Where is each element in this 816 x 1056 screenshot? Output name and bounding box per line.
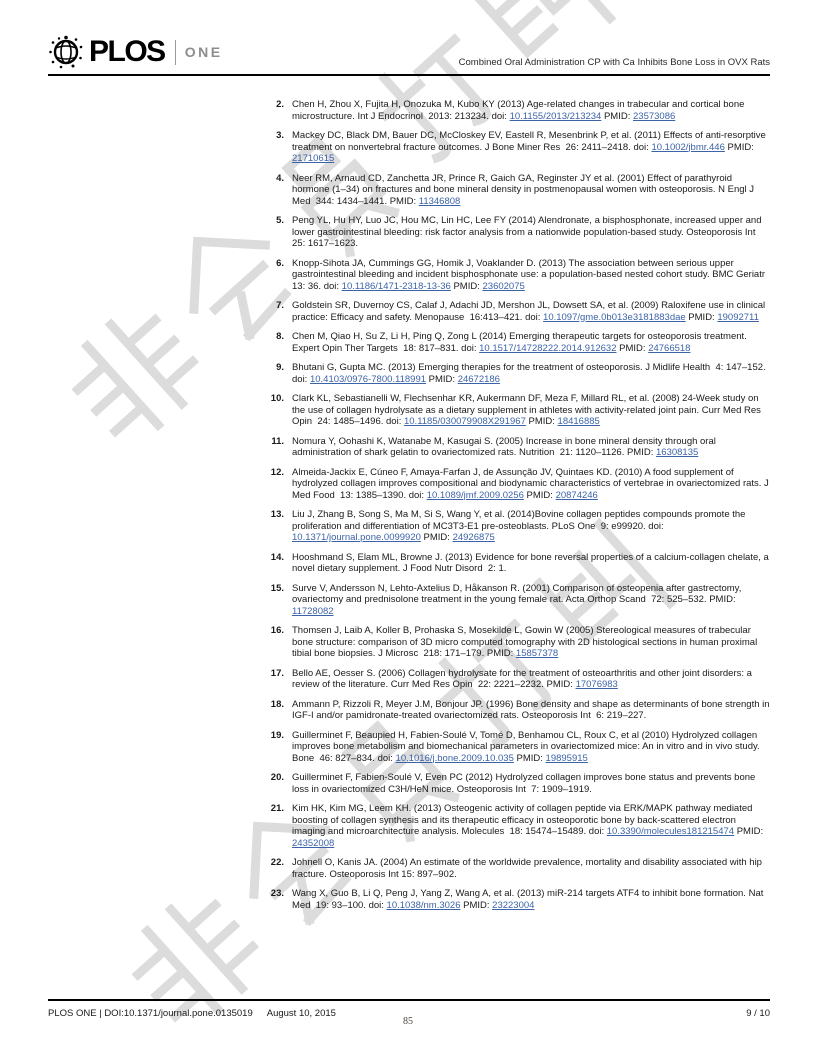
logo-one-text: ONE <box>184 44 223 60</box>
reference-number: 4. <box>276 172 284 184</box>
reference-number: 10. <box>270 393 284 404</box>
reference-item <box>254 698 773 722</box>
reference-text: Mackey DC, Black DM, Bauer DC, McCloskey EV, Eastell R, Mesenbrink P, et al. (2011) Effects of anti-resorptive treatment on nonvertebral fracture outcomes. J Bone Miner Res 26: 2411–2418. doi: 10.1002/jbmr.446 PMID: 21710615 <box>292 130 769 164</box>
reference-text: Thomsen J, Laib A, Koller B, Prohaska S, Mosekilde L, Gowin W (2005) Stereological measures of trabecular bone structure: comparison of 3D micro computed tomography with 2D histological sections in human proximal tibial bone biopsies. J Microsc 218: 171–179. PMID: 15857378 <box>292 625 760 659</box>
logo-separator <box>175 40 176 65</box>
doi-link[interactable]: 10.1186/1471-2318-13-36 <box>341 280 451 292</box>
footer-page-indicator: 9 / 10 <box>746 1008 770 1019</box>
pmid-link[interactable]: 11346808 <box>418 195 461 207</box>
reference-item <box>254 772 770 795</box>
reference-text: Hooshmand S, Elam ML, Browne J. (2013) Evidence for bone reversal properties of a calcium-collagen chelate, a novel dietary supplement. J Food Nutr Disord 2: 1. <box>292 551 772 574</box>
reference-text: Clark KL, Sebastianelli W, Flechsenhar KR, Aukermann DF, Meza F, Millard RL, et al. (2008) 24-Week study on the use of collagen hydrolysate as a dietary supplement in athletes with activity-related joint pain. Curr Med Res Opin 24: 1485–1496. doi: 10.1185/030079908X291967 PMID: 18416885 <box>292 393 764 427</box>
reference-item <box>254 99 770 122</box>
doi-link[interactable]: 10.4103/0976-7800.118991 <box>309 373 427 385</box>
reference-number: 18. <box>270 698 284 710</box>
reference-number: 2. <box>276 99 284 110</box>
print-page-number: 85 <box>403 1016 413 1027</box>
reference-number: 5. <box>276 215 284 226</box>
reference-item <box>254 130 770 165</box>
pmid-link[interactable]: 21710615 <box>292 153 335 164</box>
pmid-link[interactable]: 24672186 <box>457 373 500 385</box>
reference-text: Kim HK, Kim MG, Leem KH. (2013) Osteogenic activity of collagen peptide via ERK/MAPK pathway mediated boosting of collagen synthesis and its therapeutic efficacy in osteoporotic bone by back-scattered electron imaging and microarchitecture analysis. Molecules 18: 15474–15489. doi: 10.3390/molecules181215474 PMID: 24352008 <box>292 803 766 849</box>
reference-item <box>254 215 770 250</box>
reference-number: 20. <box>270 772 284 783</box>
reference-item <box>254 393 770 428</box>
reference-text: Guillerminet F, Beaupied H, Fabien-Soulé V, Tomé D, Benhamou CL, Roux C, et al (2010) Hydrolyzed collagen improves bone metabolism and biomechanical parameters in ovariectomized mice: An in vitro and in vivo study. Bone 46: 827–834. doi: 10.1016/j.bone.2009.10.035 PMID: 19895915 <box>292 729 763 764</box>
reference-number: 19. <box>270 729 284 741</box>
reference-text: Knopp-Sihota JA, Cummings GG, Homik J, Voaklander D. (2013) The association between serious upper gastrointestinal bleeding and incident bisphosphonate use: a population-based nested cohort study. BMC Geriatr 13: 36. doi: 10.1186/1471-2318-13-36 PMID: 23602075 <box>292 257 771 292</box>
pmid-link[interactable]: 16308135 <box>656 447 699 458</box>
reference-item <box>254 258 770 293</box>
footer-journal-doi: PLOS ONE | DOI:10.1371/journal.pone.0135019 <box>48 1008 253 1019</box>
reference-text: Goldstein SR, Duvernoy CS, Calaf J, Adachi JD, Mershon JL, Dowsett SA, et al. (2009) Raloxifene use in clinical practice: Efficacy and safety. Menopause 16:413–421. doi: 10.1097/gme.0b013e3181883dae PMID: 19092711 <box>292 300 768 323</box>
doi-link[interactable]: 10.1016/j.bone.2009.10.035 <box>395 752 514 764</box>
reference-text: Bhutani G, Gupta MC. (2013) Emerging therapies for the treatment of osteoporosis. J Midlife Health 4: 147–152. doi: 10.4103/0976-7800.118991 PMID: 24672186 <box>292 362 769 385</box>
pmid-link[interactable]: 17076983 <box>575 679 618 690</box>
doi-link[interactable]: 10.1185/030079908X291967 <box>403 416 526 427</box>
reference-item <box>254 857 770 880</box>
reference-number: 16. <box>270 625 284 636</box>
reference-item <box>254 803 770 849</box>
reference-text: Peng YL, Hu HY, Luo JC, Hou MC, Lin HC, Lee FY (2014) Alendronate, a bisphosphonate, increased upper and lower gastrointestinal bleeding: risk factor analysis from a nationwide population-based study. Osteoporosis Int 25: 1617–1623. <box>292 215 765 249</box>
reference-text: Neer RM, Arnaud CD, Zanchetta JR, Prince R, Gaich GA, Reginster JY et al. (2001) Effect of parathyroid hormone (1–34) on fractures and bone mineral density in postmenopausal women with osteoporosis. N Engl J Med 344: 1434–1441. PMID: 11346808 <box>292 172 757 207</box>
pmid-link[interactable]: 23602075 <box>482 280 525 292</box>
reference-number: 15. <box>270 582 284 594</box>
reference-text: Guillerminet F, Fabien-Soulé V, Even PC (2012) Hydrolyzed collagen improves bone status and prevents bone loss in ovariectomized C3H/HeN mice. Osteoporosis Int 7: 1909–1919. <box>292 772 758 795</box>
pmid-link[interactable]: 11728082 <box>292 605 334 617</box>
references-list <box>254 99 773 919</box>
pmid-link[interactable]: 24352008 <box>292 837 335 849</box>
reference-item <box>254 583 770 618</box>
reference-text: Ammann P, Rizzoli R, Meyer J.M, Bonjour JP. (1996) Bone density and shape as determinants of bone strength in IGF-I and/or pamidronate-treated ovariectomized rats. Osteoporosis Int 6: 219–227. <box>292 698 773 721</box>
plos-logo <box>48 34 223 74</box>
doi-link[interactable]: 10.1002/jbmr.446 <box>651 141 725 153</box>
doi-link[interactable]: 10.1038/nm.3026 <box>386 899 461 911</box>
reference-number: 3. <box>276 130 284 141</box>
reference-number: 12. <box>270 466 284 478</box>
reference-item <box>254 730 770 765</box>
pmid-link[interactable]: 24926875 <box>452 532 495 543</box>
reference-text: Surve V, Andersson N, Lehto-Axtelius D, Håkanson R. (2001) Comparison of osteopenia after gastrectomy, ovariectomy and prednisolone treatment in the young female rat. Acta Orthop Scand 72: 525–532. PMID: 11728082 <box>292 582 745 617</box>
reference-item <box>254 625 770 660</box>
reference-text: Nomura Y, Oohashi K, Watanabe M, Kasugai S. (2005) Increase in bone mineral density through oral administration of shark gelatin to ovariectomized rats. Nutrition 21: 1120–1126. PMID: 16308135 <box>292 435 719 458</box>
doi-link[interactable]: 10.1089/jmf.2009.0256 <box>426 489 524 501</box>
reference-text: Bello AE, Oesser S. (2006) Collagen hydrolysate for the treatment of osteoarthritis and other joint disorders: a review of the literature. Curr Med Res Opin 22: 2221–2232. PMID: 17076983 <box>292 667 755 690</box>
reference-number: 11. <box>271 435 284 447</box>
reference-item <box>254 467 770 502</box>
reference-text: Johnell O, Kanis JA. (2004) An estimate of the worldwide prevalence, mortality and disability associated with hip fracture. Osteoporosis Int 15: 897–902. <box>292 857 765 880</box>
doi-link[interactable]: 10.1155/2013/213234 <box>509 110 602 122</box>
reference-number: 17. <box>270 667 284 679</box>
pmid-link[interactable]: 19092711 <box>717 311 759 323</box>
reference-item <box>254 362 770 385</box>
reference-item <box>254 173 770 208</box>
reference-text: Almeida-Jackix E, Cúneo F, Amaya-Farfan J, de Assunção JV, Quintaes KD. (2010) A food supplement of hydrolyzed collagen improves compositional and biodynamic characteristics of vertebrae in ovariectomized rats. J Med Food 13: 1385–1390. doi: 10.1089/jmf.2009.0256 PMID: 20874246 <box>292 466 772 501</box>
reference-number: 22. <box>270 857 284 868</box>
reference-text: Chen H, Zhou X, Fujita H, Onozuka M, Kubo KY (2013) Age-related changes in trabecular and cortical bone microstructure. Int J Endocrinol 2013: 213234. doi: 10.1155/2013/213234 PMID: 23573086 <box>292 99 748 122</box>
reference-item <box>254 436 770 459</box>
pmid-link[interactable]: 15857378 <box>515 648 559 659</box>
pmid-link[interactable]: 19895915 <box>545 752 588 764</box>
reference-number: 9. <box>276 362 284 373</box>
reference-item <box>254 552 770 575</box>
reference-number: 23. <box>270 888 284 899</box>
reference-number: 6. <box>276 257 284 269</box>
doi-link[interactable]: 10.3390/molecules181215474 <box>606 826 735 837</box>
reference-item <box>254 888 770 911</box>
running-title: Combined Oral Administration CP with Ca Inhibits Bone Loss in OVX Rats <box>458 57 770 68</box>
reference-item <box>254 300 770 323</box>
reference-item <box>254 668 770 691</box>
pmid-link[interactable]: 18416885 <box>557 416 600 427</box>
reference-text: Chen M, Qiao H, Su Z, Li H, Ping Q, Zong L (2014) Emerging therapeutic targets for osteoporosis treatment. Expert Opin Ther Targets 18: 817–831. doi: 10.1517/14728222.2014.912632 PMID: 24766518 <box>292 331 750 354</box>
reference-text: Liu J, Zhang B, Song S, Ma M, Si S, Wang Y, et al. (2014)Bovine collagen peptides compounds promote the proliferation and differentiation of MC3T3-E1 pre-osteoblasts. PLoS One 9: e99920. doi: 10.1371/journal.pone.0099920 PMID: 24926875 <box>292 509 749 543</box>
pmid-link[interactable]: 23223004 <box>492 899 535 911</box>
reference-text: Wang X, Guo B, Li Q, Peng J, Yang Z, Wang A, et al. (2013) miR-214 targets ATF4 to inhibit bone formation. Nat Med 19: 93–100. doi: 10.1038/nm.3026 PMID: 23223004 <box>292 888 767 911</box>
reference-number: 14. <box>270 551 284 563</box>
reference-number: 13. <box>270 509 284 520</box>
reference-item <box>254 331 770 354</box>
reference-item <box>254 509 770 544</box>
reference-number: 8. <box>276 331 284 342</box>
pmid-link[interactable]: 24766518 <box>648 342 691 354</box>
pmid-link[interactable]: 20874246 <box>555 489 598 501</box>
logo-plos-text: PLOS <box>89 35 165 68</box>
doi-link[interactable]: 10.1097/gme.0b013e3181883dae <box>543 311 686 323</box>
reference-number: 7. <box>276 300 284 311</box>
plos-globe-icon <box>48 34 84 70</box>
footer-date: August 10, 2015 <box>266 1008 336 1019</box>
doi-link[interactable]: 10.1371/journal.pone.0099920 <box>292 532 421 543</box>
reference-number: 21. <box>270 803 284 814</box>
pmid-link[interactable]: 23573086 <box>633 110 676 122</box>
page-header <box>48 34 770 76</box>
doi-link[interactable]: 10.1517/14728222.2014.912632 <box>479 342 617 354</box>
